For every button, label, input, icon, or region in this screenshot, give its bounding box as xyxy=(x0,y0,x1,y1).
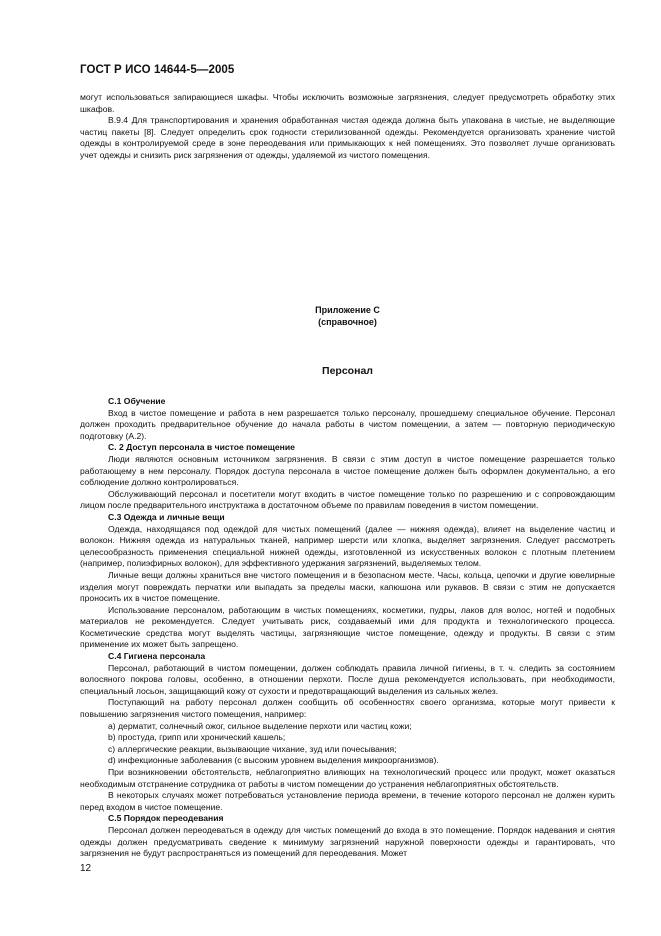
list-item: b) простуда, грипп или хронический кашель; xyxy=(108,732,286,743)
paragraph: Поступающий на работу персонал должен сообщить об особенностях своего организма, которые могут привести к повышению загрязнения чистого помещения, например: xyxy=(80,697,615,720)
list-item: а) дерматит, солнечный ожог, сильное выделение перхоти или частиц кожи; xyxy=(108,720,412,731)
paragraph: Обслуживающий персонал и посетители могут входить в чистое помещение только по разрешению и с сопровождающим лицом после предварительного инструктажа в достаточном объеме по правилам поведения в чистом помещении. xyxy=(80,488,615,511)
paragraph: Вход в чистое помещение и работа в нем разрешается только персоналу, прошедшему специальное обучение. Персонал должен проходить предварительное обучение до начала работы в чистом помещении, а затем — повторную периодическую подготовку (А.2). xyxy=(80,407,615,441)
paragraph: В.9.4 Для транспортирования и хранения обработанная чистая одежда должна быть упакована в чистые, не выделяющие частиц пакеты [8]. Следует определить срок годности стерилизованной одежды. Рекомендуется организовать хранение чистой одежды в контролируемой среде в зоне переодевания или примыкающих к ней помещениях. Это позволяет лучше организовать учет одежды и снизить риск загрязнения от одежды, удаляемой из чистого помещения. xyxy=(80,115,615,160)
paragraph: Персонал должен переодеваться в одежду для чистых помещений до входа в это помещение. Порядок надевания и снятия одежды должен предусматривать сведение к минимуму загрязнений наружной поверхности одежды и гарантировать, что загрязнения не будут распространяться из помещений для переодевания. Может xyxy=(80,824,615,859)
paragraph: При возникновении обстоятельств, неблагоприятно влияющих на технологический процесс или продукт, может оказаться необходимым отстранение сотрудника от работы в чистом помещении до устранения неблагоприятных обстоятельств. xyxy=(80,767,615,789)
section-title-c2: С. 2 Доступ персонала в чистое помещение xyxy=(108,442,295,453)
list-item: с) аллергические реакции, вызывающие чихание, зуд или почесывания; xyxy=(108,743,397,754)
paragraph: Использование персоналом, работающим в чистых помещениях, косметики, пудры, лаков для волос, ногтей и подобных материалов не рекомендуется. Следует учитывать риск, создаваемый ими для продукта и технологического процесса. Косметические средства могут выделять частицы, загрязняющие чистое помещение, одежду и продукты. В связи с этим применение их может быть запрещено. xyxy=(80,604,615,650)
appendix-heading xyxy=(80,305,615,328)
section-title-c4: С.4 Гигиена персонала xyxy=(108,651,206,662)
page-number: 12 xyxy=(80,863,92,874)
intro-block xyxy=(80,92,615,162)
document-header: ГОСТ Р ИСО 14644-5—2005 xyxy=(80,64,235,76)
paragraph: Персонал, работающий в чистом помещении, должен соблюдать правила личной гигиены, в т. ч. следить за состоянием волосяного покрова головы, особенно, в отношении перхоти. После душа рекомендуется использовать, при необходимости, специальный лосьон, защищающий кожу от сухости и предотвращающий выделения из сальных желез. xyxy=(80,662,615,696)
list-item: d) инфекционные заболевания (с высоким уровнем выделения микроорганизмов). xyxy=(108,755,439,766)
paragraph: Люди являются основным источником загрязнения. В связи с этим доступ в чистое помещение разрешается только работающему в нем персоналу. Порядок доступа персонала в чистое помещение должен быть оформлен документально, а его соблюдение должно контролироваться. xyxy=(80,453,615,488)
paragraph: могут использоваться запирающиеся шкафы. Чтобы исключить возможные загрязнения, следует предусмотреть обработку этих шкафов. xyxy=(80,92,615,114)
paragraph: В некоторых случаях может потребоваться установление периода времени, в течение которого персонал не должен курить перед входом в чистое помещение. xyxy=(80,790,615,812)
section-title-c1: С.1 Обучение xyxy=(108,396,166,406)
appendix-body xyxy=(80,396,615,860)
section-title-c3: С.3 Одежда и личные вещи xyxy=(108,511,225,522)
section-title-c5: С.5 Порядок переодевания xyxy=(108,813,224,824)
appendix-title: Персонал xyxy=(322,365,373,377)
appendix-label: Приложение С xyxy=(315,305,380,315)
appendix-kind: (справочное) xyxy=(318,316,377,327)
paragraph: Одежда, находящаяся под одеждой для чистых помещений (далее — нижняя одежда), влияет на выделение частиц и волокон. Нижняя одежда из натуральных тканей, например шерсти или хлопка, выделяет загрязнения. Следует рассмотреть целесообразность применения специальной нижней одежды, изготовленной из искусственных волокон с плотным плетением (например, полиэфирных волокон), для эффективного удержания загрязнений, выделяемых телом. xyxy=(80,523,615,569)
paragraph: Личные вещи должны храниться вне чистого помещения и в безопасном месте. Часы, кольца, цепочки и другие ювелирные изделия могут повреждать перчатки или выпадать за пределы маски, капюшона или рукавов. В связи с этим не допускается проносить их в чистое помещение. xyxy=(80,569,615,604)
